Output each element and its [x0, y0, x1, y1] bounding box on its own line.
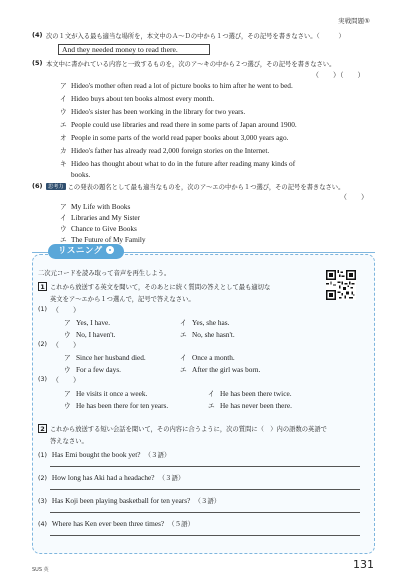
answer-line[interactable] [50, 489, 360, 490]
qr-code-icon[interactable] [326, 270, 356, 300]
part1-item-parens: （ ） [52, 376, 80, 384]
part1-option: エ He has never been there. [208, 401, 292, 410]
part1-option: ウ No, I haven't. [64, 330, 116, 339]
q5-option: オ People in some parts of the world read paper books about 3,000 years ago. [60, 133, 289, 142]
part2-question: (3) Has Koji been playing basketball for ten years? （３語） [38, 496, 221, 505]
q5-number: (5) [32, 59, 43, 67]
q6-option: エ The Future of My Family [60, 235, 146, 244]
part2-question: (2) How long has Aki had a headache? （３語） [38, 473, 185, 482]
q6-option: ア My Life with Books [60, 202, 131, 211]
part2-instruction-line2: 答えなさい。 [50, 438, 88, 445]
listening-instruction: 二次元コードを読み取って音声を再生しよう。 [38, 270, 171, 277]
part1-item-parens: （ ） [52, 306, 80, 314]
cd-icon [106, 246, 114, 254]
thinking-badge: 思考力 [48, 184, 64, 190]
q6-answer-parens: （ ） [340, 193, 368, 201]
listening-tag: リスニング [48, 244, 124, 259]
part1-option: エ After the girl was born. [180, 365, 261, 374]
part1-option: ウ He has been there for ten years. [64, 401, 169, 410]
q6-option: ウ Chance to Give Books [60, 224, 137, 233]
part2-question: (1) Has Emi bought the book yet? （３語） [38, 450, 171, 459]
footer-code: SUS 英 [32, 567, 49, 573]
q5-option: ア Hideo's mother often read a lot of picture books to him after he went to bed. [60, 81, 293, 90]
q4-number: (4) [32, 31, 43, 39]
part1-number: 1 [38, 282, 47, 291]
part1-option: ウ For a few days. [64, 365, 121, 374]
part1-instruction-line1: 1 これから放送する英文を聞いて，そのあとに続く質問の答えとして最も適切な [38, 282, 270, 291]
q4-instruction: 次の１文が入る最も適当な場所を，本文中のＡ～Ｄの中から１つ選び，その記号を書きなさい。（ ） [46, 33, 345, 40]
q5-option: イ Hideo buys about ten books almost every month. [60, 94, 215, 103]
answer-line[interactable] [50, 512, 360, 513]
page-number: 131 [353, 558, 374, 571]
q6-number: (6) [32, 182, 43, 190]
part1-item-number: (3) [38, 376, 47, 383]
q6-option: イ Libraries and My Sister [60, 213, 141, 222]
q5-option-continued: books. [71, 170, 91, 179]
q5-option: カ Hideo's father has already read 2,000 foreign stories on the Internet. [60, 146, 270, 155]
part1-option: イ Once a month. [180, 353, 235, 362]
part1-item-number: (2) [38, 341, 47, 348]
part1-item-number: (1) [38, 306, 47, 313]
q6-instruction: 思考力 この発表の題名として最も適当なものを，次のア～エの中から１つ選び，その記号を書きなさい。 [48, 184, 345, 191]
part2-instruction-line1: 2 これから放送する短い会話を聞いて，その内容に合うように，次の質問に（ ）内の語数の英語で [38, 424, 327, 433]
q5-instruction: 本文中に書かれている内容と一致するものを，次のア～キの中から２つ選び，その記号を書きなさい。 [46, 61, 336, 68]
part1-item-parens: （ ） [52, 341, 80, 349]
part1-option: ア He visits it once a week. [64, 389, 148, 398]
q5-option: エ People could use libraries and read there in some parts of Japan around 1900. [60, 120, 297, 129]
part1-instruction-line2: 英文をア～エから１つ選んで，記号で答えなさい。 [50, 296, 195, 303]
part1-option: ア Yes, I have. [64, 318, 111, 327]
answer-line[interactable] [50, 466, 360, 467]
part2-number: 2 [38, 424, 47, 433]
q5-option: ウ Hideo's sister has been working in the library for two years. [60, 107, 246, 116]
q5-option: キ Hideo has thought about what to do in the future after reading many kinds of [60, 159, 296, 168]
part2-question: (4) Where has Ken ever been three times? （５語） [38, 519, 195, 528]
part1-option: ア Since her husband died. [64, 353, 146, 362]
section-title: 実戦問題⑤ [338, 17, 370, 25]
q4-sentence-box: And they needed money to read there. [58, 44, 210, 55]
part1-option: イ Yes, she has. [180, 318, 230, 327]
part1-option: エ No, she hasn't. [180, 330, 235, 339]
part1-option: イ He has been there twice. [208, 389, 292, 398]
q5-answer-parens: （ ）（ ） [312, 71, 365, 79]
answer-line[interactable] [50, 535, 360, 536]
